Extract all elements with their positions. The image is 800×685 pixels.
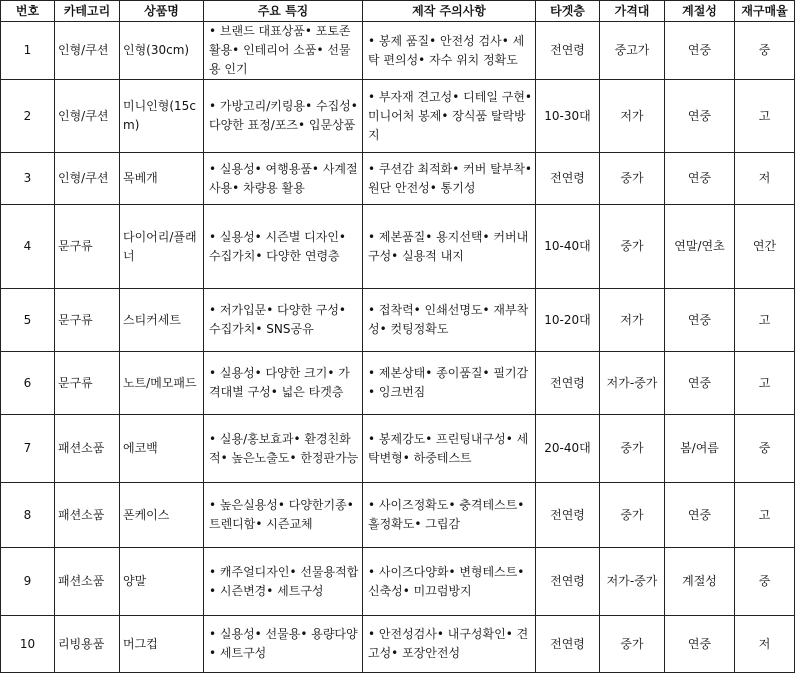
cell-price: 중가 xyxy=(600,205,665,289)
cell-product: 다이어리/플래너 xyxy=(120,205,204,289)
cell-repurchase: 고 xyxy=(735,483,795,548)
header-cautions: 제작 주의사항 xyxy=(363,1,536,22)
table-row xyxy=(1,483,795,548)
table-row xyxy=(1,80,795,153)
cell-cautions: • 봉제 품질• 안전성 검사• 세탁 편의성• 자수 위치 정확도 xyxy=(363,22,536,80)
table-row xyxy=(1,153,795,205)
cell-no: 8 xyxy=(1,483,55,548)
cell-product: 목베개 xyxy=(120,153,204,205)
table-row xyxy=(1,616,795,673)
cell-target: 전연령 xyxy=(536,153,600,205)
cell-season: 연중 xyxy=(665,289,735,352)
header-season: 계절성 xyxy=(665,1,735,22)
cell-season: 연중 xyxy=(665,352,735,415)
cell-product: 스티커세트 xyxy=(120,289,204,352)
cell-features: • 실용성• 여행용품• 사계절 사용• 차량용 활용 xyxy=(204,153,363,205)
table-header-row xyxy=(1,1,795,22)
cell-features: • 실용성• 시즌별 디자인• 수집가치• 다양한 연령층 xyxy=(204,205,363,289)
cell-repurchase: 연간 xyxy=(735,205,795,289)
table-row xyxy=(1,352,795,415)
cell-target: 전연령 xyxy=(536,616,600,673)
cell-no: 2 xyxy=(1,80,55,153)
cell-target: 전연령 xyxy=(536,22,600,80)
cell-category: 문구류 xyxy=(55,289,120,352)
cell-price: 중가 xyxy=(600,153,665,205)
cell-cautions: • 사이즈다양화• 변형테스트• 신축성• 미끄럼방지 xyxy=(363,548,536,616)
cell-target: 10-30대 xyxy=(536,80,600,153)
cell-price: 저가-중가 xyxy=(600,352,665,415)
cell-repurchase: 저 xyxy=(735,153,795,205)
cell-product: 미니인형(15cm) xyxy=(120,80,204,153)
cell-cautions: • 제본상태• 종이품질• 필기감• 잉크번짐 xyxy=(363,352,536,415)
cell-no: 1 xyxy=(1,22,55,80)
cell-season: 연중 xyxy=(665,22,735,80)
cell-no: 3 xyxy=(1,153,55,205)
cell-season: 연중 xyxy=(665,616,735,673)
cell-cautions: • 쿠션감 최적화• 커버 탈부착• 원단 안전성• 통기성 xyxy=(363,153,536,205)
cell-price: 중고가 xyxy=(600,22,665,80)
cell-product: 폰케이스 xyxy=(120,483,204,548)
cell-features: • 실용성• 다양한 크기• 가격대별 구성• 넓은 타겟층 xyxy=(204,352,363,415)
cell-features: • 브랜드 대표상품• 포토존 활용• 인테리어 소품• 선물용 인기 xyxy=(204,22,363,80)
cell-category: 패션소품 xyxy=(55,415,120,483)
cell-no: 5 xyxy=(1,289,55,352)
cell-no: 7 xyxy=(1,415,55,483)
cell-repurchase: 중 xyxy=(735,22,795,80)
cell-no: 10 xyxy=(1,616,55,673)
cell-category: 문구류 xyxy=(55,352,120,415)
cell-features: • 실용/홍보효과• 환경친화적• 높은노출도• 한정판가능 xyxy=(204,415,363,483)
cell-target: 20-40대 xyxy=(536,415,600,483)
header-product: 상품명 xyxy=(120,1,204,22)
cell-features: • 저가입문• 다양한 구성• 수집가치• SNS공유 xyxy=(204,289,363,352)
cell-target: 전연령 xyxy=(536,483,600,548)
cell-repurchase: 중 xyxy=(735,548,795,616)
cell-features: • 캐주얼디자인• 선물용적합• 시즌변경• 세트구성 xyxy=(204,548,363,616)
cell-target: 전연령 xyxy=(536,548,600,616)
cell-cautions: • 부자재 견고성• 디테일 구현• 미니어처 봉제• 장식품 탈락방지 xyxy=(363,80,536,153)
cell-repurchase: 고 xyxy=(735,289,795,352)
table-row xyxy=(1,205,795,289)
cell-features: • 실용성• 선물용• 용량다양• 세트구성 xyxy=(204,616,363,673)
header-price: 가격대 xyxy=(600,1,665,22)
cell-season: 연중 xyxy=(665,153,735,205)
cell-no: 9 xyxy=(1,548,55,616)
cell-price: 중가 xyxy=(600,616,665,673)
header-category: 카테고리 xyxy=(55,1,120,22)
cell-season: 연중 xyxy=(665,483,735,548)
cell-no: 4 xyxy=(1,205,55,289)
cell-features: • 높은실용성• 다양한기종• 트렌디함• 시즌교체 xyxy=(204,483,363,548)
table-row xyxy=(1,415,795,483)
table-row xyxy=(1,22,795,80)
cell-repurchase: 고 xyxy=(735,80,795,153)
cell-season: 연말/연초 xyxy=(665,205,735,289)
cell-target: 10-20대 xyxy=(536,289,600,352)
cell-product: 머그컵 xyxy=(120,616,204,673)
cell-no: 6 xyxy=(1,352,55,415)
table-row xyxy=(1,289,795,352)
cell-price: 저가-중가 xyxy=(600,548,665,616)
cell-product: 양말 xyxy=(120,548,204,616)
cell-season: 연중 xyxy=(665,80,735,153)
cell-cautions: • 안전성검사• 내구성확인• 견고성• 포장안전성 xyxy=(363,616,536,673)
cell-category: 리빙용품 xyxy=(55,616,120,673)
cell-category: 인형/쿠션 xyxy=(55,22,120,80)
cell-target: 전연령 xyxy=(536,352,600,415)
cell-season: 봄/여름 xyxy=(665,415,735,483)
header-features: 주요 특징 xyxy=(204,1,363,22)
header-target: 타겟층 xyxy=(536,1,600,22)
cell-category: 문구류 xyxy=(55,205,120,289)
cell-category: 인형/쿠션 xyxy=(55,153,120,205)
cell-category: 인형/쿠션 xyxy=(55,80,120,153)
cell-target: 10-40대 xyxy=(536,205,600,289)
cell-features: • 가방고리/키링용• 수집성• 다양한 표정/포즈• 입문상품 xyxy=(204,80,363,153)
header-repurchase: 재구매율 xyxy=(735,1,795,22)
cell-repurchase: 고 xyxy=(735,352,795,415)
cell-season: 계절성 xyxy=(665,548,735,616)
cell-cautions: • 사이즈정확도• 충격테스트• 홀정확도• 그립감 xyxy=(363,483,536,548)
cell-price: 저가 xyxy=(600,289,665,352)
cell-category: 패션소품 xyxy=(55,548,120,616)
header-no: 번호 xyxy=(1,1,55,22)
cell-category: 패션소품 xyxy=(55,483,120,548)
cell-price: 중가 xyxy=(600,483,665,548)
cell-product: 노트/메모패드 xyxy=(120,352,204,415)
cell-product: 에코백 xyxy=(120,415,204,483)
cell-repurchase: 중 xyxy=(735,415,795,483)
table-row xyxy=(1,548,795,616)
cell-cautions: • 제본품질• 용지선택• 커버내구성• 실용적 내지 xyxy=(363,205,536,289)
cell-cautions: • 봉제강도• 프린팅내구성• 세탁변형• 하중테스트 xyxy=(363,415,536,483)
cell-product: 인형(30cm) xyxy=(120,22,204,80)
cell-cautions: • 접착력• 인쇄선명도• 재부착성• 컷팅정확도 xyxy=(363,289,536,352)
cell-repurchase: 저 xyxy=(735,616,795,673)
cell-price: 중가 xyxy=(600,415,665,483)
cell-price: 저가 xyxy=(600,80,665,153)
